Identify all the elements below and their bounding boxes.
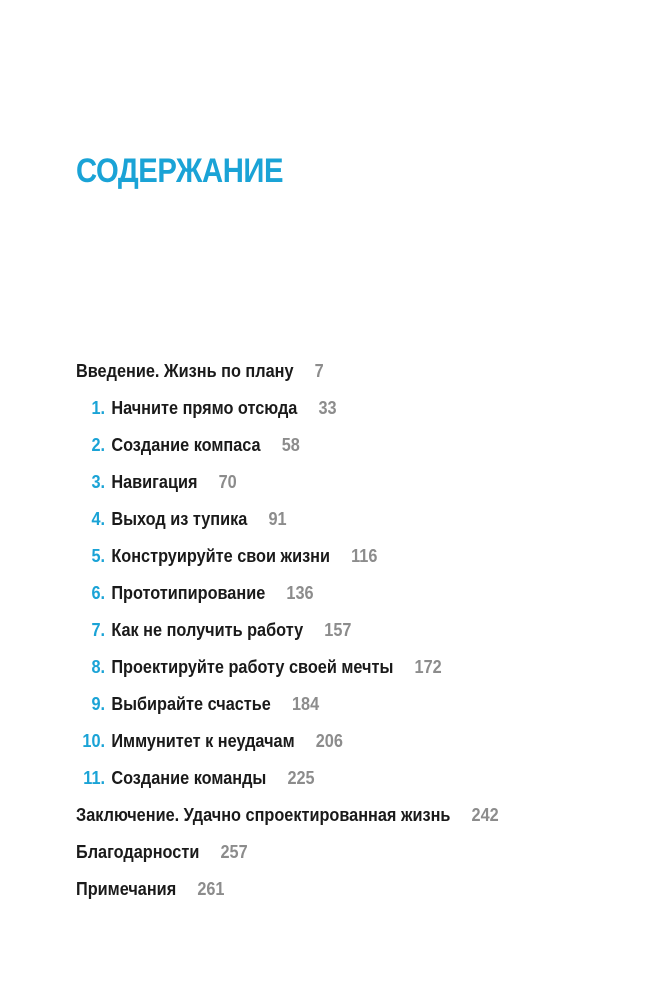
toc-heading: СОДЕРЖАНИЕ <box>76 152 284 190</box>
chapter-number: 3. <box>91 471 106 492</box>
toc-entry-page: 242 <box>471 804 499 825</box>
toc-entry-chapter-11 <box>76 759 656 796</box>
chapter-number: 1. <box>91 397 106 418</box>
toc-entry-page: 157 <box>324 619 352 640</box>
chapter-number: 8. <box>91 656 106 677</box>
toc-entry-title: Введение. Жизнь по плану <box>76 360 294 381</box>
toc-entry-page: 206 <box>315 730 343 751</box>
toc-entry-chapter-4 <box>76 500 656 537</box>
toc-entry-title: Примечания <box>76 878 177 899</box>
toc-entry-title: Благодарности <box>76 841 200 862</box>
toc-entry-chapter-7 <box>76 611 656 648</box>
chapter-number: 4. <box>91 508 106 529</box>
toc-entry-page: 172 <box>414 656 442 677</box>
toc-entry-title: Конструируйте свои жизни <box>111 545 331 566</box>
toc-entry-page: 116 <box>351 545 378 566</box>
chapter-number: 11. <box>83 767 106 788</box>
toc-entry-chapter-10 <box>76 722 656 759</box>
toc-entry-page: 33 <box>318 397 337 418</box>
chapter-number: 10. <box>82 730 106 751</box>
toc-entry-page: 184 <box>291 693 320 714</box>
chapter-number: 6. <box>91 582 106 603</box>
toc-entry-page: 225 <box>287 767 315 788</box>
toc-entry-title: Начните прямо отсюда <box>111 397 298 418</box>
toc-entry-title: Проектируйте работу своей мечты <box>111 656 394 677</box>
toc-entry-page: 58 <box>281 434 300 455</box>
toc-entry-title: Как не получить работу <box>111 619 304 640</box>
toc-entry-page: 257 <box>220 841 248 862</box>
toc-entry-title: Навигация <box>111 471 198 492</box>
toc-entry-title: Прототипирование <box>111 582 266 603</box>
toc-entry-chapter-3 <box>76 463 656 500</box>
chapter-number: 5. <box>91 545 106 566</box>
toc-entry-title: Создание команды <box>111 767 267 788</box>
toc-entry-acknowledgements <box>76 833 656 870</box>
toc-entry-chapter-8 <box>76 648 656 685</box>
toc-entry-title: Выбирайте счастье <box>111 693 271 714</box>
toc-entry-page: 70 <box>218 471 237 492</box>
toc-entry-conclusion <box>76 796 656 833</box>
toc-list <box>76 352 656 907</box>
toc-entry-title: Создание компаса <box>111 434 261 455</box>
toc-entry-page: 136 <box>286 582 314 603</box>
toc-entry-title: Выход из тупика <box>111 508 248 529</box>
toc-entry-title: Иммунитет к неудачам <box>111 730 295 751</box>
chapter-number: 2. <box>91 434 106 455</box>
toc-entry-chapter-2 <box>76 426 656 463</box>
toc-entry-page: 261 <box>197 878 225 899</box>
toc-entry-intro <box>76 352 656 389</box>
toc-entry-chapter-1 <box>76 389 656 426</box>
toc-entry-chapter-5 <box>76 537 656 574</box>
chapter-number: 9. <box>91 693 106 714</box>
toc-entry-notes <box>76 870 656 907</box>
chapter-number: 7. <box>91 619 106 640</box>
toc-entry-page: 7 <box>314 360 324 381</box>
toc-entry-title: Заключение. Удачно спроектированная жизнь <box>76 804 451 825</box>
toc-entry-chapter-9 <box>76 685 656 722</box>
toc-entry-page: 91 <box>268 508 287 529</box>
toc-entry-chapter-6 <box>76 574 656 611</box>
